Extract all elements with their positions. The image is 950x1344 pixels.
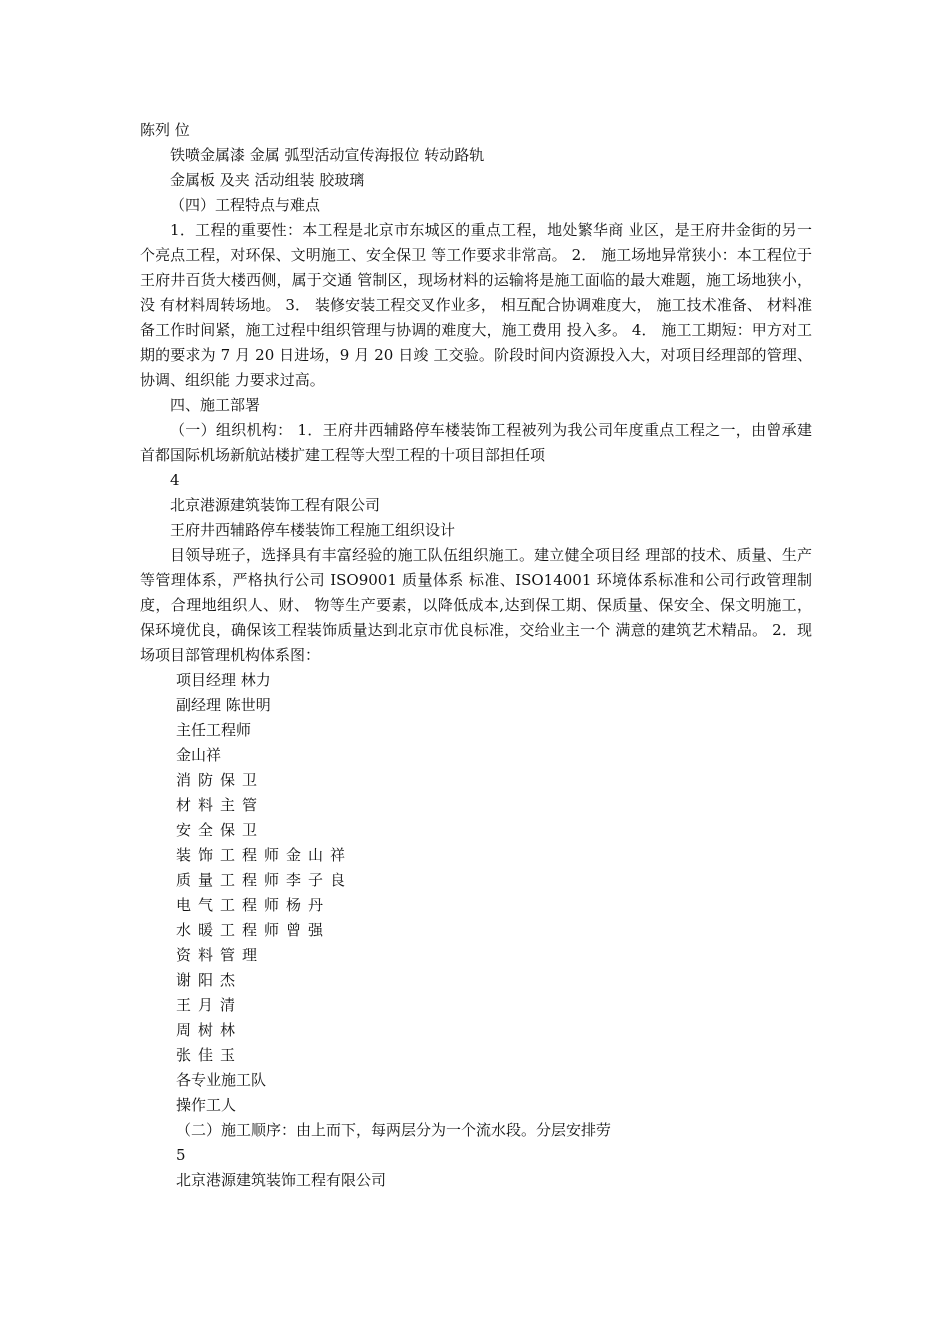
body-line: （二）施工顺序：由上而下，每两层分为一个流水段。分层安排劳 xyxy=(176,1121,612,1139)
org-chart xyxy=(140,668,812,1118)
page-number: 5 xyxy=(176,1146,186,1164)
org-chart-line: 材料主管 xyxy=(176,796,265,814)
document-page xyxy=(140,118,812,1193)
document-title: 王府井西辅路停车楼装饰工程施工组织设计 xyxy=(170,521,456,539)
org-chart-line: 各专业施工队 xyxy=(176,1071,267,1089)
company-name: 北京港源建筑装饰工程有限公司 xyxy=(176,1171,387,1189)
org-chart-line: 安全保卫 xyxy=(176,821,265,839)
org-chart-line: 消防保卫 xyxy=(176,771,265,789)
section-heading: 四、施工部署 xyxy=(170,396,261,414)
org-chart-line: 资料管理 xyxy=(176,946,265,964)
org-chart-line: 装饰工程师金山祥 xyxy=(176,846,353,864)
company-name: 北京港源建筑装饰工程有限公司 xyxy=(170,496,381,514)
org-chart-line: 金山祥 xyxy=(176,746,222,764)
org-chart-line: 王月清 xyxy=(176,996,243,1014)
section-heading: （四）工程特点与难点 xyxy=(170,196,321,214)
text-line: 铁喷金属漆 金属 弧型活动宣传海报位 转动路轨 xyxy=(170,146,485,164)
org-chart-line: 水暖工程师曾强 xyxy=(176,921,331,939)
body-paragraph: 1．工程的重要性：本工程是北京市东城区的重点工程，地处繁华商 业区，是王府井金街的另一个亮点工程，对环保、文明施工、安全保卫 等工作要求非常高。 2． 施工场地异常狭小：本工程位于王府井百货大楼西侧，属于交通 管制区，现场材料的运输将是施工面临的最大难题，施工场地狭小，没 有材料周转场地。 3． 装修安装工程交叉作业多， 相互配合协调难度大， 施工技术准备、 材料准备工作时间紧，施工过程中组织管理与协调的难度大，施工费用 投入多。 4． 施工工期短：甲方对工期的要求为 7 月 20 日进场，9 月 20 日竣 工交验。阶段时间内资源投入大，对项目经理部的管理、协调、组织能 力要求过高。 xyxy=(140,221,812,389)
org-chart-line: 谢阳杰 xyxy=(176,971,243,989)
org-chart-line: 张佳玉 xyxy=(176,1046,243,1064)
text-line: 金属板 及夹 活动组装 胶玻璃 xyxy=(170,171,365,189)
org-chart-line: 副经理 陈世明 xyxy=(176,696,271,714)
org-chart-line: 项目经理 林力 xyxy=(176,671,271,689)
org-chart-line: 周树林 xyxy=(176,1021,243,1039)
text-line: 陈列 位 xyxy=(140,121,190,139)
page-number: 4 xyxy=(170,471,180,489)
body-paragraph: 目领导班子，选择具有丰富经验的施工队伍组织施工。建立健全项目经 理部的技术、质量、生产等管理体系，严格执行公司 ISO9001 质量体系 标准、ISO14001 环境体系标准和公司行政管理制度，合理地组织人、财、 物等生产要素，以降低成本,达到保工期、保质量、保安全、保文明施工， 保环境优良，确保该工程装饰质量达到北京市优良标准，交给业主一个 满意的建筑艺术精品。 2．现场项目部管理机构体系图： xyxy=(140,546,812,664)
org-chart-line: 主任工程师 xyxy=(176,721,252,739)
org-chart-line: 操作工人 xyxy=(176,1096,237,1114)
body-paragraph: （一）组织机构： 1．王府井西辅路停车楼装饰工程被列为我公司年度重点工程之一，由曾承建首都国际机场新航站楼扩建工程等大型工程的十项目部担任项 xyxy=(140,421,812,464)
org-chart-line: 质量工程师李子良 xyxy=(176,871,353,889)
org-chart-line: 电气工程师杨丹 xyxy=(176,896,331,914)
